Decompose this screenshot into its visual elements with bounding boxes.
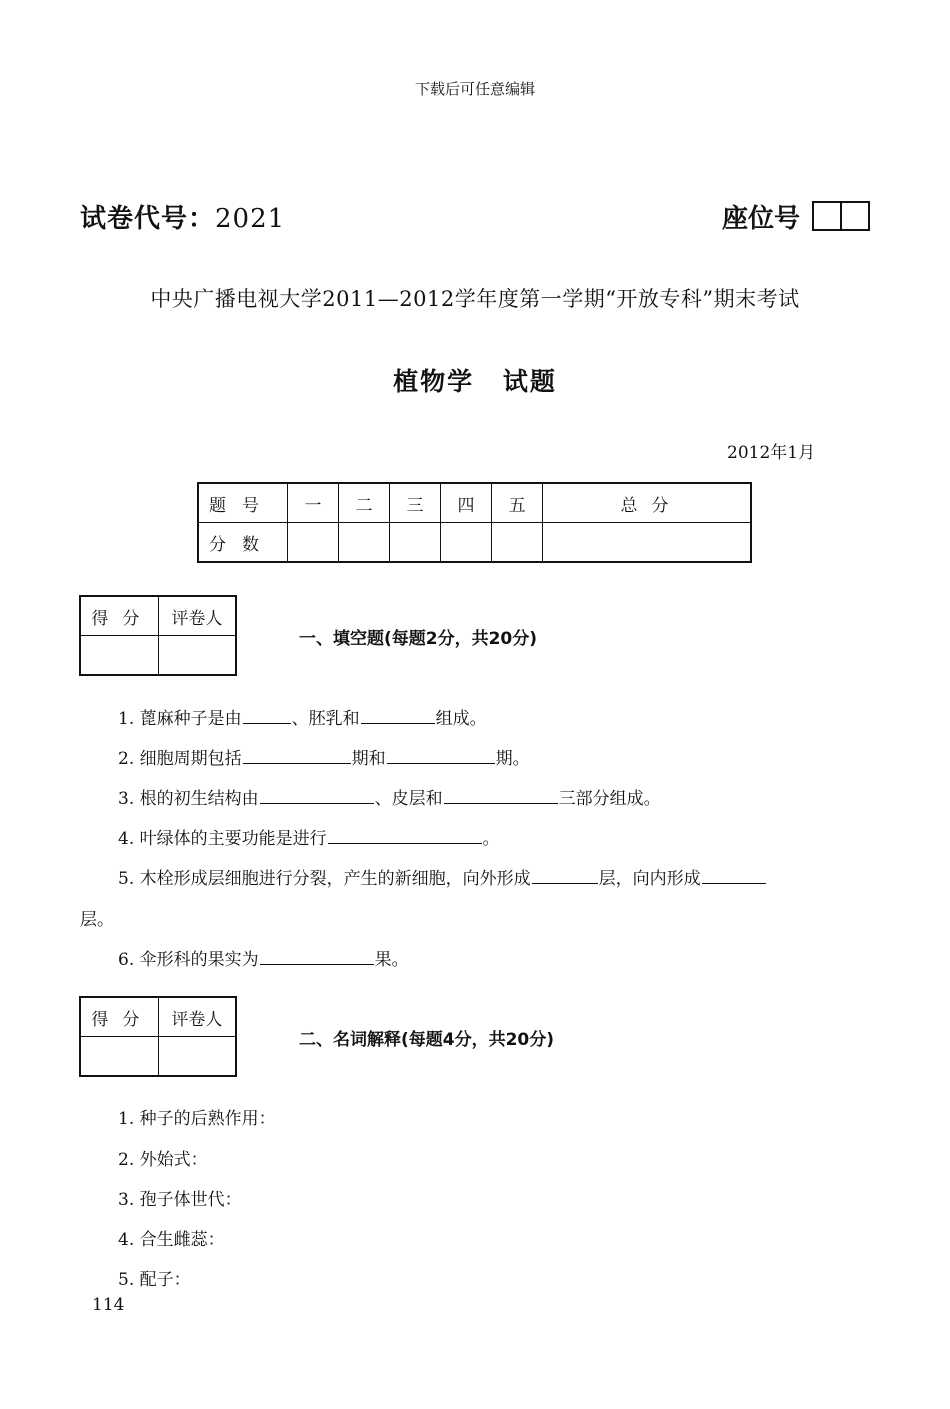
question-text: 种子的后熟作用： bbox=[139, 1109, 276, 1129]
score-table-cell: 分数 bbox=[198, 523, 288, 563]
score-table-cell: 五 bbox=[492, 483, 543, 523]
question-number: 3. bbox=[118, 789, 135, 809]
paper-code-label: 试卷代号： bbox=[80, 204, 216, 234]
score-table-cell bbox=[441, 523, 492, 563]
answer-blank bbox=[361, 706, 435, 724]
seat-box-cell bbox=[840, 203, 868, 229]
answer-blank bbox=[243, 706, 291, 724]
term-item-4 bbox=[118, 1225, 225, 1250]
question-text: 合生雌蕊： bbox=[139, 1230, 225, 1250]
score-table-cell: 四 bbox=[441, 483, 492, 523]
score-table-cell bbox=[339, 523, 390, 563]
term-item-1 bbox=[118, 1104, 276, 1129]
question-number: 5. bbox=[118, 1270, 135, 1290]
grader-box-cell bbox=[80, 1037, 158, 1077]
answer-blank bbox=[243, 746, 351, 764]
question-text: 外始式： bbox=[139, 1150, 208, 1170]
seat-number-label: 座位号 bbox=[722, 204, 801, 234]
page-number: 114 bbox=[92, 1295, 125, 1315]
answer-blank bbox=[532, 866, 598, 884]
question-text: 、胚乳和 bbox=[291, 709, 360, 729]
score-table-cell: 一 bbox=[288, 483, 339, 523]
question-number: 2. bbox=[118, 1150, 135, 1170]
paper-code-value: 2021 bbox=[215, 204, 286, 234]
term-item-5 bbox=[118, 1265, 191, 1290]
score-table-score-row bbox=[198, 523, 751, 563]
question-1 bbox=[118, 704, 487, 729]
paper-code bbox=[80, 198, 285, 235]
question-text: 组成。 bbox=[435, 709, 487, 729]
question-number: 2. bbox=[118, 749, 135, 769]
grader-box-cell bbox=[158, 1037, 236, 1077]
score-table-cell bbox=[543, 523, 751, 563]
term-item-3 bbox=[118, 1185, 242, 1210]
answer-blank bbox=[260, 786, 374, 804]
question-3 bbox=[118, 784, 661, 809]
question-number: 1. bbox=[118, 1109, 135, 1129]
question-2 bbox=[118, 744, 530, 769]
question-number: 6. bbox=[118, 950, 135, 970]
question-text: 叶绿体的主要功能是进行 bbox=[139, 829, 327, 849]
grader-box-grader-label: 评卷人 bbox=[158, 997, 236, 1037]
exam-title: 中央广播电视大学2011—2012学年度第一学期“开放专科”期末考试 bbox=[150, 287, 800, 311]
answer-blank bbox=[260, 947, 374, 965]
question-text: 细胞周期包括 bbox=[139, 749, 242, 769]
grader-box bbox=[79, 595, 237, 676]
grader-box-score-label: 得分 bbox=[80, 997, 158, 1037]
seat-box-cell bbox=[814, 203, 840, 229]
question-5 bbox=[118, 864, 767, 889]
score-table-cell: 题号 bbox=[198, 483, 288, 523]
question-text: 根的初生结构由 bbox=[139, 789, 259, 809]
seat-number-boxes bbox=[812, 201, 870, 231]
question-text: 伞形科的果实为 bbox=[139, 950, 259, 970]
question-6 bbox=[118, 945, 409, 970]
score-summary-table bbox=[197, 482, 752, 563]
question-text: 配子： bbox=[139, 1270, 191, 1290]
question-4 bbox=[118, 824, 500, 849]
score-table-cell: 二 bbox=[339, 483, 390, 523]
section1-heading: 一、填空题(每题2分，共20分) bbox=[299, 629, 538, 649]
question-number: 3. bbox=[118, 1190, 135, 1210]
question-text: 、皮层和 bbox=[374, 789, 443, 809]
grader-box-cell bbox=[80, 636, 158, 676]
question-number: 4. bbox=[118, 829, 135, 849]
exam-date: 2012年1月 bbox=[727, 443, 816, 463]
grader-box-cell bbox=[158, 636, 236, 676]
subject-title: 植物学 试题 bbox=[393, 367, 557, 396]
score-table-cell bbox=[288, 523, 339, 563]
question-text: 层，向内形成 bbox=[598, 869, 701, 889]
question-text: 期。 bbox=[495, 749, 530, 769]
question-text: 。 bbox=[482, 829, 500, 849]
answer-blank bbox=[387, 746, 495, 764]
section2-heading: 二、名词解释(每题4分，共20分) bbox=[299, 1030, 555, 1050]
answer-blank bbox=[702, 866, 766, 884]
answer-blank bbox=[444, 786, 558, 804]
score-table-cell: 三 bbox=[390, 483, 441, 523]
score-table-header-row bbox=[198, 483, 751, 523]
score-table-cell bbox=[492, 523, 543, 563]
question-5-continuation: 层。 bbox=[80, 910, 114, 930]
question-text: 蓖麻种子是由 bbox=[139, 709, 242, 729]
question-text: 木栓形成层细胞进行分裂，产生的新细胞，向外形成 bbox=[139, 869, 531, 889]
score-table-cell: 总分 bbox=[543, 483, 751, 523]
grader-box-score-label: 得分 bbox=[80, 596, 158, 636]
question-text: 果。 bbox=[374, 950, 409, 970]
grader-box bbox=[79, 996, 237, 1077]
score-table-cell bbox=[390, 523, 441, 563]
grader-box-grader-label: 评卷人 bbox=[158, 596, 236, 636]
question-number: 1. bbox=[118, 709, 135, 729]
edit-note: 下载后可任意编辑 bbox=[414, 80, 535, 98]
question-number: 5. bbox=[118, 869, 135, 889]
question-text: 三部分组成。 bbox=[558, 789, 661, 809]
question-number: 4. bbox=[118, 1230, 135, 1250]
question-text: 期和 bbox=[351, 749, 386, 769]
answer-blank bbox=[328, 826, 482, 844]
term-item-2 bbox=[118, 1145, 208, 1170]
question-text: 孢子体世代： bbox=[139, 1190, 242, 1210]
